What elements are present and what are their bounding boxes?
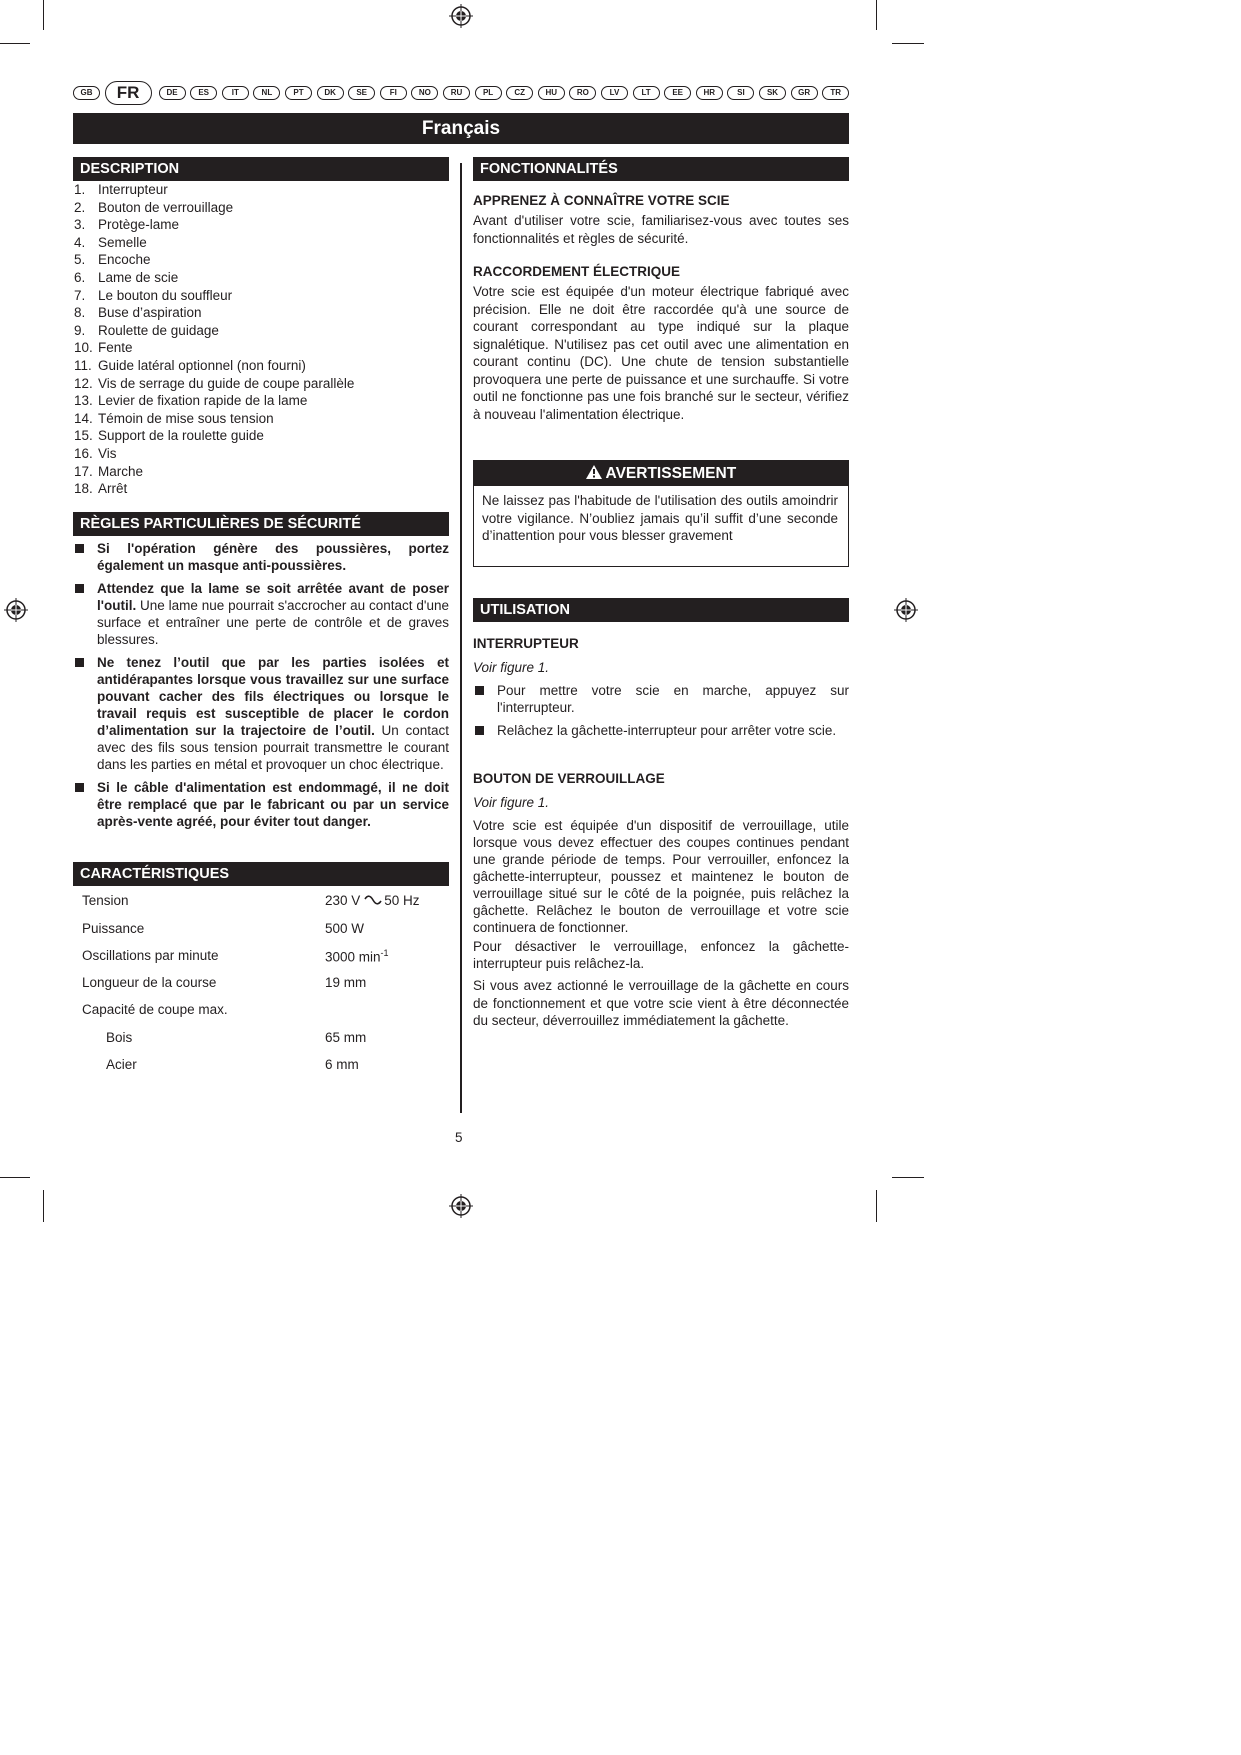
bullet-square-icon <box>475 686 484 695</box>
language-tab-fr[interactable]: FR <box>105 81 152 105</box>
lock-title: BOUTON DE VERROUILLAGE <box>473 771 665 786</box>
crop-mark <box>43 0 44 30</box>
description-item-number: 3. <box>74 217 86 233</box>
registration-mark-icon <box>4 598 28 622</box>
description-item-label: Semelle <box>98 234 147 250</box>
description-item-label: Vis <box>98 445 117 461</box>
description-item <box>74 181 354 199</box>
spec-value: 19 mm <box>325 975 367 990</box>
description-item <box>74 463 354 481</box>
page-title: Français <box>73 113 849 144</box>
language-tab-hu[interactable]: HU <box>538 86 565 100</box>
spec-label: Capacité de coupe max. <box>82 1002 228 1017</box>
safety-list <box>73 540 449 836</box>
description-item <box>74 287 354 305</box>
description-item-number: 11. <box>74 357 92 373</box>
crop-mark <box>0 43 30 44</box>
safety-item-text: Un contact avec des fils sous tension pourrait transmettre le courant dans les parties en métal et provoquer un choc électrique. <box>97 723 449 772</box>
know-text: Avant d'utiliser votre scie, familiarisez-vous avec toutes ses fonctionnalités et règles de sécurité. <box>473 213 849 246</box>
safety-item-bold: Si l'opération génère des poussières, portez également un masque anti-poussières. <box>97 541 449 573</box>
features-heading: FONCTIONNALITÉS <box>473 157 849 181</box>
spec-label: Acier <box>106 1057 137 1072</box>
description-item <box>74 427 354 445</box>
spec-row <box>82 975 442 993</box>
description-item-number: 4. <box>74 234 86 250</box>
switch-item <box>473 682 849 716</box>
language-tab-pl[interactable]: PL <box>475 86 502 100</box>
spec-row <box>82 921 442 939</box>
switch-list <box>473 682 849 745</box>
language-tab-it[interactable]: IT <box>222 86 249 100</box>
description-item-number: 9. <box>74 322 86 338</box>
lock-figure-ref: Voir figure 1. <box>473 795 550 810</box>
spec-row <box>82 1057 442 1075</box>
warning-box <box>473 460 849 567</box>
description-item-label: Le bouton du souffleur <box>98 287 233 303</box>
spec-value: 230 V 50 Hz <box>325 893 420 908</box>
spec-label: Oscillations par minute <box>82 948 219 963</box>
description-item-label: Interrupteur <box>98 182 168 197</box>
language-tab-pt[interactable]: PT <box>285 86 312 100</box>
description-item-label: Lame de scie <box>98 269 179 285</box>
language-tab-se[interactable]: SE <box>348 86 375 100</box>
crop-mark <box>43 1190 44 1222</box>
description-list <box>74 181 354 498</box>
description-item-label: Témoin de mise sous tension <box>98 410 274 426</box>
spec-label: Tension <box>82 893 129 908</box>
language-tab-fi[interactable]: FI <box>380 86 407 100</box>
spec-value: 500 W <box>325 921 365 936</box>
language-tab-ee[interactable]: EE <box>664 86 691 100</box>
description-item-label: Levier de fixation rapide de la lame <box>98 393 308 409</box>
description-item-label: Marche <box>98 463 144 479</box>
safety-item-text: Une lame nue pourrait s'accrocher au contact d'une surface et entraîner une perte de contrôle et de graves blessures. <box>97 598 449 647</box>
description-item <box>74 375 354 393</box>
language-tab-lv[interactable]: LV <box>601 86 628 100</box>
safety-item <box>73 540 449 574</box>
registration-mark-icon <box>449 4 473 28</box>
switch-title: INTERRUPTEUR <box>473 636 579 651</box>
lock-paragraph-1: Votre scie est équipée d'un dispositif de verrouillage, utile lorsque vous devez effectuer des coupes continues pendant une grande période de temps. Pour verrouiller, enfoncez la gâchette-interrupteur, poussez et maintenez le bouton de verrouillage situé sur le côté de la poignée, puis relâchez la gâchette. Relâchez le bouton de verrouillage et votre scie continuera de fonctionner. <box>473 818 849 935</box>
description-item <box>74 251 354 269</box>
bullet-square-icon <box>75 783 84 792</box>
specs-heading: CARACTÉRISTIQUES <box>73 862 449 886</box>
ac-wave-icon <box>364 895 382 905</box>
spec-label: Bois <box>106 1030 133 1045</box>
language-bar <box>73 81 846 105</box>
description-item-number: 18. <box>74 481 93 497</box>
warning-heading-label: AVERTISSEMENT <box>605 465 737 482</box>
description-item <box>74 410 354 428</box>
language-tab-de[interactable]: DE <box>159 86 186 100</box>
spec-row <box>82 948 442 966</box>
electrical-text: Votre scie est équipée d'un moteur électrique fabriqué avec précision. Elle ne doit être raccordée qu'à une source de courant correspondant au type indiqué sur la plaque signalétique. N'utilisez pas cet outil avec une alimentation en courant continu (DC). Une chute de tension substantielle provoquera une perte de puissance et une surchauffe. Si votre outil ne fonctionne pas une fois branché sur le secteur, vérifiez à nouveau l'alimentation électrique. <box>473 284 849 422</box>
spec-label: Longueur de la course <box>82 975 217 990</box>
column-divider <box>460 163 462 1113</box>
crop-mark <box>876 0 877 30</box>
bullet-square-icon <box>75 658 84 667</box>
language-tab-no[interactable]: NO <box>411 86 438 100</box>
language-tab-si[interactable]: SI <box>727 86 754 100</box>
description-item-label: Support de la roulette guide <box>98 428 264 444</box>
description-item-label: Fente <box>98 340 133 356</box>
description-item-number: 1. <box>74 182 86 197</box>
description-item-label: Roulette de guidage <box>98 322 219 338</box>
description-item-label: Encoche <box>98 252 151 268</box>
description-item <box>74 339 354 357</box>
switch-item-text: Pour mettre votre scie en marche, appuyez sur l'interrupteur. <box>497 683 849 715</box>
crop-mark <box>876 1190 877 1222</box>
electrical-title: RACCORDEMENT ÉLECTRIQUE <box>473 264 681 279</box>
spec-label: Puissance <box>82 921 145 936</box>
description-heading: DESCRIPTION <box>73 157 449 181</box>
description-item-number: 10. <box>74 340 93 356</box>
warning-triangle-icon <box>586 465 602 479</box>
crop-mark <box>892 43 924 44</box>
spec-value: 65 mm <box>325 1030 367 1045</box>
description-item-label: Buse d’aspiration <box>98 305 202 321</box>
description-item <box>74 234 354 252</box>
bullet-square-icon <box>475 726 484 735</box>
safety-item-bold: Ne tenez l’outil que par les parties isolées et antidérapantes lorsque vous travaillez sur une surface pouvant cacher des fils électriques ou lorsque le travail requis est susceptible de placer le cordon d’alimentation sur la trajectoire de l’outil. <box>97 655 449 738</box>
description-item <box>74 269 354 287</box>
language-tab-ru[interactable]: RU <box>443 86 470 100</box>
warning-heading <box>474 461 848 486</box>
language-tab-lt[interactable]: LT <box>633 86 660 100</box>
language-tab-gb[interactable]: GB <box>73 86 100 100</box>
description-item <box>74 199 354 217</box>
switch-item <box>473 722 849 739</box>
description-item-number: 6. <box>74 269 86 285</box>
registration-mark-icon <box>449 1194 473 1218</box>
crop-mark <box>0 1177 30 1178</box>
lock-paragraph-2: Pour désactiver le verrouillage, enfoncez la gâchette-interrupteur puis relâchez-la. <box>473 939 849 971</box>
description-item <box>74 322 354 340</box>
description-item <box>74 357 354 375</box>
language-tab-tr[interactable]: TR <box>822 86 849 100</box>
description-item-label: Bouton de verrouillage <box>98 199 234 215</box>
description-item-label: Vis de serrage du guide de coupe parallèle <box>98 375 355 391</box>
safety-item-bold: Attendez que la lame se soit arrêtée avant de poser l'outil. <box>97 581 449 613</box>
description-item <box>74 480 354 498</box>
spec-row <box>82 893 442 911</box>
language-tab-cz[interactable]: CZ <box>506 86 533 100</box>
page-number: 5 <box>455 1130 463 1145</box>
description-item-number: 16. <box>74 445 93 461</box>
description-item-number: 8. <box>74 305 86 321</box>
spec-row <box>82 1002 442 1020</box>
description-item <box>74 304 354 322</box>
language-tab-nl[interactable]: NL <box>253 86 280 100</box>
language-tab-es[interactable]: ES <box>190 86 217 100</box>
description-item-number: 7. <box>74 287 86 303</box>
usage-heading: UTILISATION <box>473 598 849 622</box>
lock-paragraph-3: Si vous avez actionné le verrouillage de la gâchette en cours de fonctionnement et que votre scie vient à être déconnectée du secteur, déverrouillez immédiatement la gâchette. <box>473 978 849 1028</box>
description-item <box>74 216 354 234</box>
know-title: APPRENEZ À CONNAÎTRE VOTRE SCIE <box>473 193 730 208</box>
bullet-square-icon <box>75 544 84 553</box>
switch-figure-ref: Voir figure 1. <box>473 660 550 675</box>
description-item-number: 2. <box>74 199 86 215</box>
language-tab-dk[interactable]: DK <box>317 86 344 100</box>
warning-text: Ne laissez pas l'habitude de l'utilisation des outils amoindrir votre vigilance. N’oubliez jamais qu’il suffit d’une seconde d’inattention pour vous blesser gravement <box>482 493 838 543</box>
safety-item-bold: Si le câble d'alimentation est endommagé, il ne doit être remplacé que par le fabricant ou par un service après-vente agréé, pour éviter tout danger. <box>97 780 449 829</box>
description-item-number: 12. <box>74 375 93 391</box>
description-item <box>74 445 354 463</box>
language-tab-ro[interactable]: RO <box>569 86 596 100</box>
bullet-square-icon <box>75 584 84 593</box>
language-tab-sk[interactable]: SK <box>759 86 786 100</box>
description-item-label: Protège-lame <box>98 217 180 233</box>
description-item-label: Arrêt <box>98 481 128 497</box>
spec-value-exponent: -1 <box>380 948 389 958</box>
description-item-number: 5. <box>74 252 86 268</box>
description-item-number: 14. <box>74 410 93 426</box>
description-item <box>74 392 354 410</box>
description-item-number: 13. <box>74 393 93 409</box>
switch-item-text: Relâchez la gâchette-interrupteur pour arrêter votre scie. <box>497 723 837 738</box>
language-tab-hr[interactable]: HR <box>696 86 723 100</box>
safety-item <box>73 654 449 773</box>
safety-item <box>73 779 449 830</box>
safety-heading: RÈGLES PARTICULIÈRES DE SÉCURITÉ <box>73 512 449 536</box>
spec-value: 3000 $\min^{-1}$ <box>325 948 389 965</box>
spec-row <box>82 1030 442 1048</box>
registration-mark-icon <box>894 598 918 622</box>
safety-item <box>73 580 449 648</box>
description-item-number: 15. <box>74 428 93 444</box>
spec-value: 6 mm <box>325 1057 359 1072</box>
crop-mark <box>892 1177 924 1178</box>
language-tab-gr[interactable]: GR <box>791 86 818 100</box>
description-item-label: Guide latéral optionnel (non fourni) <box>98 357 306 373</box>
description-item-number: 17. <box>74 463 93 479</box>
